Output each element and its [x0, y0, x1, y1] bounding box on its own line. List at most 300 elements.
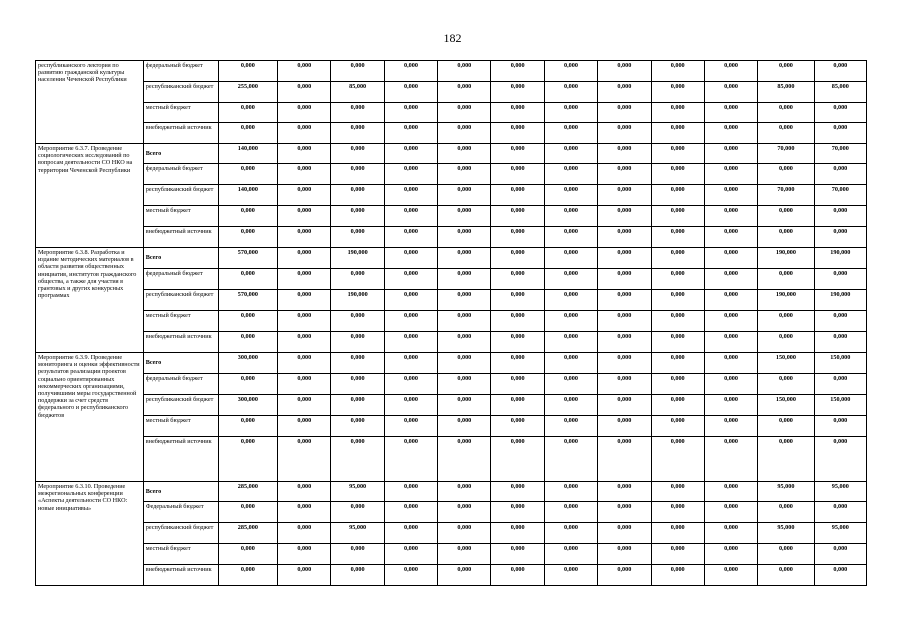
amount-cell: 0,000: [438, 61, 491, 82]
table-row: [36, 103, 867, 123]
amount-cell: 0,000: [544, 437, 597, 482]
amount-cell: 0,000: [651, 164, 704, 185]
amount-cell: 0,000: [278, 269, 331, 290]
amount-cell: 0,000: [278, 502, 331, 523]
amount-cell: 0,000: [814, 502, 866, 523]
amount-cell: 0,000: [438, 185, 491, 206]
amount-cell: 0,000: [544, 416, 597, 437]
amount-cell: 0,000: [331, 123, 384, 144]
amount-cell: 0,000: [651, 332, 704, 353]
amount-cell: 0,000: [598, 61, 651, 82]
amount-cell: 0,000: [544, 565, 597, 586]
amount-cell: 0,000: [651, 290, 704, 311]
amount-cell: 0,000: [544, 353, 597, 374]
amount-cell: 0,000: [704, 227, 757, 248]
amount-cell: 0,000: [651, 395, 704, 416]
amount-cell: 0,000: [438, 523, 491, 544]
amount-cell: 0,000: [331, 544, 384, 565]
amount-cell: 0,000: [598, 523, 651, 544]
amount-cell: 0,000: [814, 311, 866, 332]
amount-cell: 0,000: [438, 290, 491, 311]
amount-cell: 0,000: [438, 227, 491, 248]
amount-cell: 285,000: [218, 482, 278, 502]
funding-source: республиканский бюджет: [143, 82, 218, 103]
funding-source: федеральный бюджет: [143, 269, 218, 290]
table-row: [36, 290, 867, 311]
amount-cell: 0,000: [384, 103, 437, 123]
amount-cell: 0,000: [438, 144, 491, 164]
amount-cell: 0,000: [704, 482, 757, 502]
amount-cell: 0,000: [704, 290, 757, 311]
amount-cell: 0,000: [278, 164, 331, 185]
amount-cell: 0,000: [278, 523, 331, 544]
amount-cell: 0,000: [704, 502, 757, 523]
amount-cell: 0,000: [814, 437, 866, 482]
table-row: [36, 61, 867, 82]
amount-cell: 0,000: [598, 164, 651, 185]
amount-cell: 0,000: [704, 103, 757, 123]
funding-source: внебюджетный источник: [143, 227, 218, 248]
amount-cell: 0,000: [814, 544, 866, 565]
amount-cell: 300,000: [218, 353, 278, 374]
amount-cell: 0,000: [278, 185, 331, 206]
amount-cell: 0,000: [598, 353, 651, 374]
amount-cell: 0,000: [598, 502, 651, 523]
amount-cell: 0,000: [598, 565, 651, 586]
amount-cell: 0,000: [814, 374, 866, 395]
amount-cell: 0,000: [704, 185, 757, 206]
table-row: [36, 482, 867, 502]
amount-cell: 0,000: [704, 164, 757, 185]
amount-cell: 0,000: [651, 502, 704, 523]
amount-cell: 150,000: [814, 395, 866, 416]
amount-cell: 0,000: [278, 437, 331, 482]
amount-cell: 0,000: [278, 416, 331, 437]
table-row: [36, 164, 867, 185]
table-row: [36, 123, 867, 144]
amount-cell: 0,000: [651, 82, 704, 103]
amount-cell: 0,000: [544, 311, 597, 332]
amount-cell: 95,000: [758, 523, 814, 544]
funding-source: Всего: [143, 144, 218, 164]
amount-cell: 0,000: [438, 164, 491, 185]
amount-cell: 95,000: [331, 523, 384, 544]
funding-source: республиканский бюджет: [143, 523, 218, 544]
amount-cell: 0,000: [758, 502, 814, 523]
amount-cell: 0,000: [651, 103, 704, 123]
funding-source: Всего: [143, 353, 218, 374]
amount-cell: 0,000: [384, 395, 437, 416]
amount-cell: 0,000: [384, 185, 437, 206]
amount-cell: 0,000: [278, 311, 331, 332]
amount-cell: 0,000: [651, 144, 704, 164]
amount-cell: 0,000: [651, 482, 704, 502]
amount-cell: 0,000: [598, 332, 651, 353]
amount-cell: 0,000: [384, 248, 437, 269]
amount-cell: 0,000: [278, 61, 331, 82]
measure-title: Мероприятие 6.3.10. Проведение межрегиональных конференции «Аспекты деятельности СО НКО: новые инициативы»: [36, 482, 144, 586]
amount-cell: 0,000: [384, 82, 437, 103]
amount-cell: 0,000: [491, 523, 544, 544]
amount-cell: 0,000: [544, 374, 597, 395]
funding-source: республиканский бюджет: [143, 290, 218, 311]
funding-source: федеральный бюджет: [143, 374, 218, 395]
amount-cell: 0,000: [278, 227, 331, 248]
amount-cell: 0,000: [651, 416, 704, 437]
amount-cell: 0,000: [704, 332, 757, 353]
funding-source: местный бюджет: [143, 311, 218, 332]
amount-cell: 0,000: [758, 565, 814, 586]
amount-cell: 70,000: [758, 144, 814, 164]
amount-cell: 0,000: [544, 502, 597, 523]
amount-cell: 85,000: [758, 82, 814, 103]
amount-cell: 0,000: [278, 565, 331, 586]
amount-cell: 0,000: [278, 144, 331, 164]
amount-cell: 0,000: [598, 185, 651, 206]
amount-cell: 0,000: [814, 61, 866, 82]
amount-cell: 570,000: [218, 290, 278, 311]
amount-cell: 0,000: [598, 544, 651, 565]
amount-cell: 0,000: [278, 482, 331, 502]
amount-cell: 0,000: [704, 523, 757, 544]
table-row: [36, 502, 867, 523]
amount-cell: 0,000: [331, 565, 384, 586]
amount-cell: 0,000: [331, 395, 384, 416]
amount-cell: 0,000: [491, 437, 544, 482]
amount-cell: 0,000: [814, 123, 866, 144]
amount-cell: 0,000: [704, 353, 757, 374]
amount-cell: 0,000: [218, 374, 278, 395]
amount-cell: 0,000: [598, 82, 651, 103]
amount-cell: 0,000: [704, 311, 757, 332]
amount-cell: 0,000: [491, 395, 544, 416]
amount-cell: 0,000: [438, 374, 491, 395]
amount-cell: 0,000: [384, 311, 437, 332]
amount-cell: 0,000: [814, 206, 866, 227]
amount-cell: 0,000: [384, 206, 437, 227]
amount-cell: 0,000: [544, 227, 597, 248]
amount-cell: 0,000: [384, 544, 437, 565]
measure-title: Мероприятие 6.3.8. Разработка и издание методических материалов в области развития общественных инициатив, институтов гражданского общества, а также для участия в грантовых и других конкурсных программах: [36, 248, 144, 353]
amount-cell: 0,000: [491, 82, 544, 103]
amount-cell: 0,000: [438, 206, 491, 227]
amount-cell: 0,000: [544, 164, 597, 185]
amount-cell: 0,000: [544, 248, 597, 269]
amount-cell: 0,000: [704, 269, 757, 290]
amount-cell: 0,000: [544, 332, 597, 353]
amount-cell: 0,000: [491, 332, 544, 353]
amount-cell: 0,000: [491, 123, 544, 144]
amount-cell: 190,000: [331, 248, 384, 269]
amount-cell: 0,000: [331, 269, 384, 290]
amount-cell: 0,000: [651, 353, 704, 374]
amount-cell: 0,000: [438, 311, 491, 332]
amount-cell: 0,000: [544, 269, 597, 290]
amount-cell: 0,000: [331, 437, 384, 482]
amount-cell: 190,000: [758, 248, 814, 269]
amount-cell: 0,000: [331, 185, 384, 206]
amount-cell: 0,000: [598, 103, 651, 123]
amount-cell: 140,000: [218, 185, 278, 206]
amount-cell: 0,000: [384, 227, 437, 248]
amount-cell: 85,000: [814, 82, 866, 103]
amount-cell: 0,000: [598, 227, 651, 248]
table-row: [36, 311, 867, 332]
amount-cell: 0,000: [438, 269, 491, 290]
amount-cell: 0,000: [758, 416, 814, 437]
amount-cell: 0,000: [491, 311, 544, 332]
amount-cell: 0,000: [331, 103, 384, 123]
table-row: [36, 269, 867, 290]
amount-cell: 0,000: [491, 227, 544, 248]
amount-cell: 0,000: [384, 482, 437, 502]
amount-cell: 0,000: [544, 185, 597, 206]
table-row: [36, 544, 867, 565]
amount-cell: 0,000: [218, 332, 278, 353]
measure-title: Мероприятие 6.3.7. Проведение социологических исследований по вопросам деятельности СО НКО на территории Чеченской Республики: [36, 144, 144, 248]
amount-cell: 0,000: [384, 61, 437, 82]
amount-cell: 0,000: [491, 544, 544, 565]
amount-cell: 0,000: [651, 206, 704, 227]
table-row: [36, 374, 867, 395]
amount-cell: 0,000: [704, 144, 757, 164]
amount-cell: 0,000: [218, 227, 278, 248]
table-row: [36, 437, 867, 482]
table-row: [36, 82, 867, 103]
amount-cell: 0,000: [331, 416, 384, 437]
amount-cell: 0,000: [218, 565, 278, 586]
amount-cell: 0,000: [758, 311, 814, 332]
amount-cell: 0,000: [814, 565, 866, 586]
amount-cell: 0,000: [438, 544, 491, 565]
funding-source: внебюджетный источник: [143, 123, 218, 144]
amount-cell: 0,000: [491, 269, 544, 290]
amount-cell: 570,000: [218, 248, 278, 269]
table-row: [36, 248, 867, 269]
amount-cell: 0,000: [544, 523, 597, 544]
amount-cell: 0,000: [651, 523, 704, 544]
funding-source: республиканский бюджет: [143, 185, 218, 206]
budget-table: [35, 60, 867, 586]
amount-cell: 0,000: [491, 482, 544, 502]
amount-cell: 0,000: [651, 374, 704, 395]
amount-cell: 0,000: [704, 61, 757, 82]
amount-cell: 0,000: [331, 164, 384, 185]
amount-cell: 0,000: [331, 332, 384, 353]
table-row: [36, 185, 867, 206]
amount-cell: 0,000: [331, 227, 384, 248]
amount-cell: 0,000: [278, 206, 331, 227]
amount-cell: 0,000: [438, 123, 491, 144]
amount-cell: 0,000: [651, 61, 704, 82]
amount-cell: 0,000: [218, 437, 278, 482]
amount-cell: 0,000: [544, 61, 597, 82]
amount-cell: 0,000: [598, 290, 651, 311]
amount-cell: 0,000: [651, 437, 704, 482]
amount-cell: 0,000: [704, 374, 757, 395]
amount-cell: 0,000: [278, 374, 331, 395]
page-number: 182: [443, 31, 462, 45]
amount-cell: 0,000: [331, 311, 384, 332]
amount-cell: 0,000: [651, 227, 704, 248]
amount-cell: 0,000: [384, 290, 437, 311]
amount-cell: 0,000: [278, 290, 331, 311]
amount-cell: 0,000: [384, 332, 437, 353]
amount-cell: 0,000: [814, 227, 866, 248]
amount-cell: 0,000: [491, 61, 544, 82]
amount-cell: 0,000: [598, 123, 651, 144]
amount-cell: 0,000: [331, 502, 384, 523]
amount-cell: 0,000: [438, 437, 491, 482]
amount-cell: 0,000: [384, 353, 437, 374]
amount-cell: 0,000: [438, 103, 491, 123]
amount-cell: 0,000: [598, 374, 651, 395]
amount-cell: 0,000: [651, 565, 704, 586]
amount-cell: 0,000: [218, 123, 278, 144]
amount-cell: 0,000: [384, 164, 437, 185]
amount-cell: 85,000: [331, 82, 384, 103]
funding-source: федеральный бюджет: [143, 61, 218, 82]
amount-cell: 0,000: [491, 103, 544, 123]
amount-cell: 285,000: [218, 523, 278, 544]
amount-cell: 0,000: [491, 144, 544, 164]
amount-cell: 0,000: [758, 332, 814, 353]
amount-cell: 0,000: [704, 544, 757, 565]
funding-source: внебюджетный источник: [143, 437, 218, 482]
amount-cell: 0,000: [544, 544, 597, 565]
amount-cell: 0,000: [384, 144, 437, 164]
funding-source: местный бюджет: [143, 206, 218, 227]
amount-cell: 0,000: [438, 353, 491, 374]
amount-cell: 0,000: [438, 502, 491, 523]
amount-cell: 0,000: [758, 544, 814, 565]
amount-cell: 0,000: [491, 290, 544, 311]
amount-cell: 0,000: [331, 61, 384, 82]
amount-cell: 0,000: [218, 502, 278, 523]
funding-source: федеральный бюджет: [143, 164, 218, 185]
amount-cell: 0,000: [218, 61, 278, 82]
amount-cell: 95,000: [758, 482, 814, 502]
amount-cell: 0,000: [331, 144, 384, 164]
amount-cell: 0,000: [544, 290, 597, 311]
amount-cell: 190,000: [814, 290, 866, 311]
amount-cell: 0,000: [651, 248, 704, 269]
amount-cell: 0,000: [598, 311, 651, 332]
amount-cell: 0,000: [438, 332, 491, 353]
amount-cell: 0,000: [544, 482, 597, 502]
funding-source: Всего: [143, 248, 218, 269]
amount-cell: 0,000: [218, 206, 278, 227]
funding-source: республиканский бюджет: [143, 395, 218, 416]
amount-cell: 0,000: [491, 206, 544, 227]
amount-cell: 0,000: [814, 416, 866, 437]
table-row: [36, 227, 867, 248]
amount-cell: 70,000: [814, 185, 866, 206]
amount-cell: 0,000: [544, 206, 597, 227]
amount-cell: 150,000: [814, 353, 866, 374]
measure-title: республиканского лектория по развитию гражданской культуры населения Чеченской Республики: [36, 61, 144, 144]
amount-cell: 0,000: [438, 416, 491, 437]
amount-cell: 0,000: [331, 206, 384, 227]
amount-cell: 0,000: [598, 248, 651, 269]
amount-cell: 0,000: [704, 82, 757, 103]
amount-cell: 0,000: [278, 544, 331, 565]
table-row: [36, 416, 867, 437]
funding-source: местный бюджет: [143, 103, 218, 123]
amount-cell: 0,000: [651, 185, 704, 206]
measure-title: Мероприятие 6.3.9. Проведение мониторинга и оценки эффективности результатов реализации проектов социально ориентированных некоммерческих организациями, получившими меры государственной поддержки за счет средств федерального и республиканского бюджетов: [36, 353, 144, 482]
amount-cell: 0,000: [814, 164, 866, 185]
amount-cell: 0,000: [384, 502, 437, 523]
amount-cell: 0,000: [438, 395, 491, 416]
amount-cell: 0,000: [218, 416, 278, 437]
funding-source: местный бюджет: [143, 544, 218, 565]
amount-cell: 0,000: [438, 565, 491, 586]
amount-cell: 0,000: [438, 482, 491, 502]
amount-cell: 0,000: [651, 311, 704, 332]
amount-cell: 0,000: [704, 416, 757, 437]
amount-cell: 190,000: [758, 290, 814, 311]
funding-source: внебюджетный источник: [143, 565, 218, 586]
amount-cell: 0,000: [491, 416, 544, 437]
amount-cell: 0,000: [758, 123, 814, 144]
amount-cell: 0,000: [384, 437, 437, 482]
amount-cell: 0,000: [278, 395, 331, 416]
table-row: [36, 206, 867, 227]
amount-cell: 0,000: [758, 227, 814, 248]
amount-cell: 0,000: [544, 123, 597, 144]
amount-cell: 0,000: [218, 164, 278, 185]
amount-cell: 0,000: [331, 353, 384, 374]
table-row: [36, 395, 867, 416]
table-row: [36, 523, 867, 544]
amount-cell: 0,000: [218, 544, 278, 565]
amount-cell: 0,000: [704, 565, 757, 586]
amount-cell: 0,000: [331, 374, 384, 395]
amount-cell: 70,000: [758, 185, 814, 206]
amount-cell: 0,000: [491, 164, 544, 185]
amount-cell: 0,000: [704, 437, 757, 482]
amount-cell: 0,000: [491, 502, 544, 523]
amount-cell: 0,000: [218, 269, 278, 290]
amount-cell: 300,000: [218, 395, 278, 416]
table-row: [36, 332, 867, 353]
amount-cell: 0,000: [278, 103, 331, 123]
amount-cell: 0,000: [384, 565, 437, 586]
amount-cell: 150,000: [758, 353, 814, 374]
funding-source: местный бюджет: [143, 416, 218, 437]
amount-cell: 0,000: [438, 82, 491, 103]
amount-cell: 95,000: [331, 482, 384, 502]
amount-cell: 0,000: [218, 103, 278, 123]
amount-cell: 0,000: [598, 269, 651, 290]
funding-source: внебюджетный источник: [143, 332, 218, 353]
amount-cell: 0,000: [491, 374, 544, 395]
amount-cell: 0,000: [384, 374, 437, 395]
amount-cell: 0,000: [598, 437, 651, 482]
amount-cell: 0,000: [544, 144, 597, 164]
amount-cell: 0,000: [704, 248, 757, 269]
amount-cell: 0,000: [218, 311, 278, 332]
amount-cell: 0,000: [758, 206, 814, 227]
amount-cell: 0,000: [758, 164, 814, 185]
amount-cell: 0,000: [544, 82, 597, 103]
amount-cell: 0,000: [278, 332, 331, 353]
amount-cell: 0,000: [814, 103, 866, 123]
amount-cell: 150,000: [758, 395, 814, 416]
amount-cell: 0,000: [814, 269, 866, 290]
amount-cell: 0,000: [758, 269, 814, 290]
